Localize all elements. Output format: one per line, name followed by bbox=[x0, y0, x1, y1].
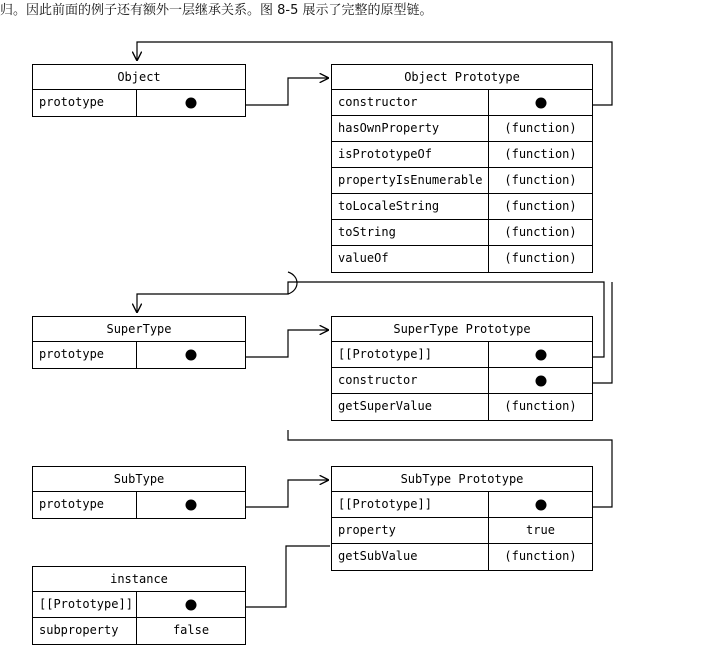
table-row bbox=[332, 168, 592, 194]
row-key: subproperty bbox=[33, 618, 137, 644]
row-value bbox=[137, 90, 245, 116]
row-value bbox=[137, 492, 245, 518]
row-value bbox=[489, 90, 592, 115]
row-value: false bbox=[172, 623, 210, 637]
table-row bbox=[332, 368, 592, 394]
row-value: true bbox=[526, 523, 555, 537]
table-row bbox=[332, 90, 592, 116]
row-value: (function) bbox=[504, 399, 577, 413]
pointer-dot-icon bbox=[535, 97, 546, 108]
table-row bbox=[33, 90, 245, 116]
box-object bbox=[32, 64, 246, 117]
table-row bbox=[332, 116, 592, 142]
row-key: prototype bbox=[33, 342, 137, 368]
table-row bbox=[33, 492, 245, 518]
row-value bbox=[137, 592, 245, 617]
box-title-instance: instance bbox=[33, 567, 245, 592]
row-key: propertyIsEnumerable bbox=[332, 168, 489, 193]
box-subtype-prototype bbox=[331, 466, 593, 571]
row-value: (function) bbox=[504, 225, 577, 239]
table-row bbox=[33, 592, 245, 618]
row-value bbox=[489, 492, 592, 517]
row-key: toLocaleString bbox=[332, 194, 489, 219]
table-row bbox=[332, 518, 592, 544]
row-key: valueOf bbox=[332, 246, 489, 272]
table-row bbox=[332, 246, 592, 272]
row-value bbox=[489, 368, 592, 393]
row-value: (function) bbox=[504, 251, 577, 265]
pointer-dot-icon bbox=[535, 499, 546, 510]
table-row bbox=[332, 492, 592, 518]
box-object-prototype bbox=[331, 64, 593, 273]
box-supertype bbox=[32, 316, 246, 369]
row-key: hasOwnProperty bbox=[332, 116, 489, 141]
table-row bbox=[33, 342, 245, 368]
pointer-dot-icon bbox=[535, 375, 546, 386]
box-subtype bbox=[32, 466, 246, 519]
row-key: [[Prototype]] bbox=[33, 592, 137, 617]
row-key: getSuperValue bbox=[332, 394, 489, 420]
row-key: property bbox=[332, 518, 489, 543]
row-key: [[Prototype]] bbox=[332, 492, 489, 517]
row-key: getSubValue bbox=[332, 544, 489, 570]
row-value: (function) bbox=[504, 549, 577, 563]
row-value bbox=[137, 342, 245, 368]
table-row bbox=[332, 142, 592, 168]
box-title-supertype-prototype: SuperType Prototype bbox=[332, 317, 592, 342]
box-supertype-prototype bbox=[331, 316, 593, 421]
table-row bbox=[332, 544, 592, 570]
row-key: isPrototypeOf bbox=[332, 142, 489, 167]
row-value: (function) bbox=[504, 199, 577, 213]
table-row bbox=[33, 618, 245, 644]
row-value: (function) bbox=[504, 173, 577, 187]
table-row bbox=[332, 194, 592, 220]
row-key: [[Prototype]] bbox=[332, 342, 489, 367]
box-title-subtype: SubType bbox=[33, 467, 245, 492]
box-instance bbox=[32, 566, 246, 645]
row-value bbox=[489, 342, 592, 367]
table-row bbox=[332, 394, 592, 420]
page-caption: 归。因此前面的例子还有额外一层继承关系。图 8-5 展示了完整的原型链。 bbox=[0, 3, 433, 18]
row-key: toString bbox=[332, 220, 489, 245]
row-key: prototype bbox=[33, 90, 137, 116]
box-title-object: Object bbox=[33, 65, 245, 90]
box-title-supertype: SuperType bbox=[33, 317, 245, 342]
row-key: prototype bbox=[33, 492, 137, 518]
row-key: constructor bbox=[332, 90, 489, 115]
row-value: (function) bbox=[504, 121, 577, 135]
box-title-subtype-prototype: SubType Prototype bbox=[332, 467, 592, 492]
pointer-dot-icon bbox=[535, 349, 546, 360]
pointer-dot-icon bbox=[186, 500, 197, 511]
box-title-object-prototype: Object Prototype bbox=[332, 65, 592, 90]
pointer-dot-icon bbox=[186, 599, 197, 610]
table-row bbox=[332, 220, 592, 246]
row-value: (function) bbox=[504, 147, 577, 161]
row-key: constructor bbox=[332, 368, 489, 393]
pointer-dot-icon bbox=[186, 350, 197, 361]
pointer-dot-icon bbox=[186, 98, 197, 109]
table-row bbox=[332, 342, 592, 368]
